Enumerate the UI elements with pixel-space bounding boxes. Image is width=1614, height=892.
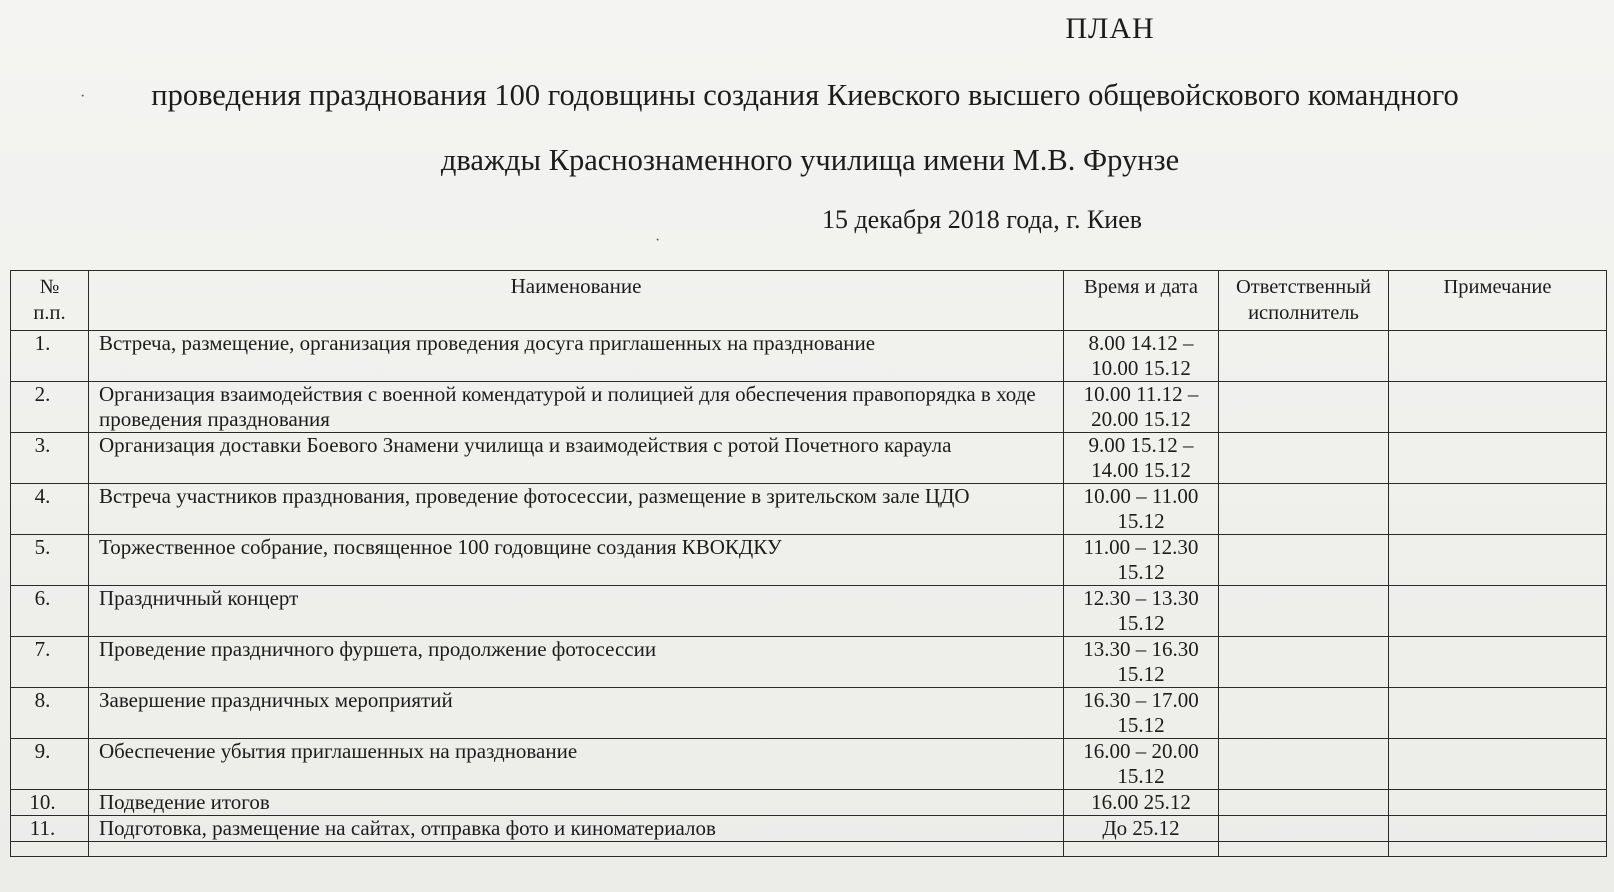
row-time-line-1: 12.30 – 13.30	[1083, 586, 1199, 610]
table-row	[11, 382, 1607, 433]
row-note	[1389, 382, 1607, 433]
row-number: 8.	[11, 688, 89, 739]
row-time	[1064, 637, 1219, 688]
table-row	[11, 484, 1607, 535]
row-time-line-2: 15.12	[1117, 611, 1165, 635]
row-note	[1389, 637, 1607, 688]
plan-table	[10, 270, 1607, 857]
row-responsible	[1219, 535, 1389, 586]
row-time-line-1: 9.00 15.12 –	[1088, 433, 1194, 457]
row-note	[1389, 816, 1607, 842]
row-time-line-1: 10.00 – 11.00	[1083, 484, 1199, 508]
row-name: Торжественное собрание, посвященное 100 годовщине создания КВОКДКУ	[89, 535, 1064, 586]
row-name: Обеспечение убытия приглашенных на празднование	[89, 739, 1064, 790]
row-note	[1389, 790, 1607, 816]
header-number	[11, 271, 89, 331]
row-number: 10.	[11, 790, 89, 816]
row-name: Организация взаимодействия с военной комендатурой и полицией для обеспечения правопорядка в ходе проведения празднования	[89, 382, 1064, 433]
scan-speck: ·	[655, 232, 661, 249]
row-name: Встреча участников празднования, проведение фотосессии, размещение в зрительском зале ЦДО	[89, 484, 1064, 535]
header-responsible-line-2: исполнитель	[1248, 302, 1359, 324]
row-time	[1064, 382, 1219, 433]
row-responsible	[1219, 433, 1389, 484]
document-subtitle-line-1: проведения празднования 100 годовщины создания Киевского высшего общевойскового командного	[151, 78, 1459, 112]
row-time-line-1: 10.00 11.12 –	[1083, 382, 1199, 406]
row-responsible	[1219, 739, 1389, 790]
empty-cell	[11, 842, 89, 857]
row-time	[1064, 433, 1219, 484]
table-row	[11, 586, 1607, 637]
table-header-row	[11, 271, 1607, 331]
row-time-line-2: 15.12	[1117, 509, 1165, 533]
header-responsible	[1219, 271, 1389, 331]
row-number: 6.	[11, 586, 89, 637]
row-responsible	[1219, 382, 1389, 433]
table-row	[11, 433, 1607, 484]
row-time-line-1: 16.00 – 20.00	[1083, 739, 1199, 763]
row-time-line-2: 20.00 15.12	[1091, 407, 1191, 431]
header-number-line-1: №	[39, 276, 60, 298]
row-number: 7.	[11, 637, 89, 688]
row-number: 5.	[11, 535, 89, 586]
row-number: 9.	[11, 739, 89, 790]
row-name: Встреча, размещение, организация проведения досуга приглашенных на празднование	[89, 331, 1064, 382]
row-note	[1389, 484, 1607, 535]
row-responsible	[1219, 790, 1389, 816]
document-title: ПЛАН	[1065, 12, 1155, 45]
table-row	[11, 331, 1607, 382]
row-time	[1064, 739, 1219, 790]
table-row	[11, 790, 1607, 816]
row-time-line-2: 15.12	[1117, 764, 1165, 788]
row-responsible	[1219, 637, 1389, 688]
row-time	[1064, 535, 1219, 586]
empty-cell	[1219, 842, 1389, 857]
row-time-line-1: 16.30 – 17.00	[1083, 688, 1199, 712]
row-name: Организация доставки Боевого Знамени училища и взаимодействия с ротой Почетного караула	[89, 433, 1064, 484]
row-number: 11.	[11, 816, 89, 842]
row-responsible	[1219, 688, 1389, 739]
row-time: До 25.12	[1064, 816, 1219, 842]
row-note	[1389, 586, 1607, 637]
row-note	[1389, 433, 1607, 484]
document-date-place: 15 декабря 2018 года, г. Киев	[821, 205, 1143, 234]
row-time	[1064, 331, 1219, 382]
row-time-line-2: 15.12	[1117, 662, 1165, 686]
row-time-line-2: 15.12	[1117, 713, 1165, 737]
table-row	[11, 535, 1607, 586]
empty-cell	[1389, 842, 1607, 857]
row-time-line-1: 8.00 14.12 –	[1088, 331, 1194, 355]
row-time: 16.00 25.12	[1064, 790, 1219, 816]
scan-speck: ·	[80, 88, 86, 105]
row-time	[1064, 586, 1219, 637]
header-note: Примечание	[1389, 271, 1607, 331]
row-time-line-2: 10.00 15.12	[1091, 356, 1191, 380]
document-subtitle-line-2: дважды Краснознаменного училища имени М.В. Фрунзе	[440, 143, 1180, 177]
header-name: Наименование	[89, 271, 1064, 331]
row-name: Подготовка, размещение на сайтах, отправка фото и киноматериалов	[89, 816, 1064, 842]
row-responsible	[1219, 816, 1389, 842]
row-time-line-1: 11.00 – 12.30	[1083, 535, 1199, 559]
row-number: 4.	[11, 484, 89, 535]
row-name: Праздничный концерт	[89, 586, 1064, 637]
row-number: 1.	[11, 331, 89, 382]
row-responsible	[1219, 484, 1389, 535]
table-row	[11, 637, 1607, 688]
table-row	[11, 739, 1607, 790]
row-responsible	[1219, 586, 1389, 637]
row-note	[1389, 535, 1607, 586]
row-time-line-1: 13.30 – 16.30	[1083, 637, 1199, 661]
row-responsible	[1219, 331, 1389, 382]
row-time-line-2: 15.12	[1117, 560, 1165, 584]
row-name: Подведение итогов	[89, 790, 1064, 816]
row-time	[1064, 484, 1219, 535]
table-row-cut-off	[11, 842, 1607, 857]
row-name: Завершение праздничных мероприятий	[89, 688, 1064, 739]
row-note	[1389, 739, 1607, 790]
row-name: Проведение праздничного фуршета, продолжение фотосессии	[89, 637, 1064, 688]
row-number: 3.	[11, 433, 89, 484]
header-responsible-line-1: Ответственный	[1235, 276, 1372, 298]
table-row	[11, 688, 1607, 739]
row-number: 2.	[11, 382, 89, 433]
row-time-line-2: 14.00 15.12	[1091, 458, 1191, 482]
table-row	[11, 816, 1607, 842]
row-note	[1389, 688, 1607, 739]
empty-cell	[1064, 842, 1219, 857]
row-time	[1064, 688, 1219, 739]
row-note	[1389, 331, 1607, 382]
empty-cell	[89, 842, 1064, 857]
header-time: Время и дата	[1064, 271, 1219, 331]
header-number-line-2: п.п.	[33, 302, 66, 324]
